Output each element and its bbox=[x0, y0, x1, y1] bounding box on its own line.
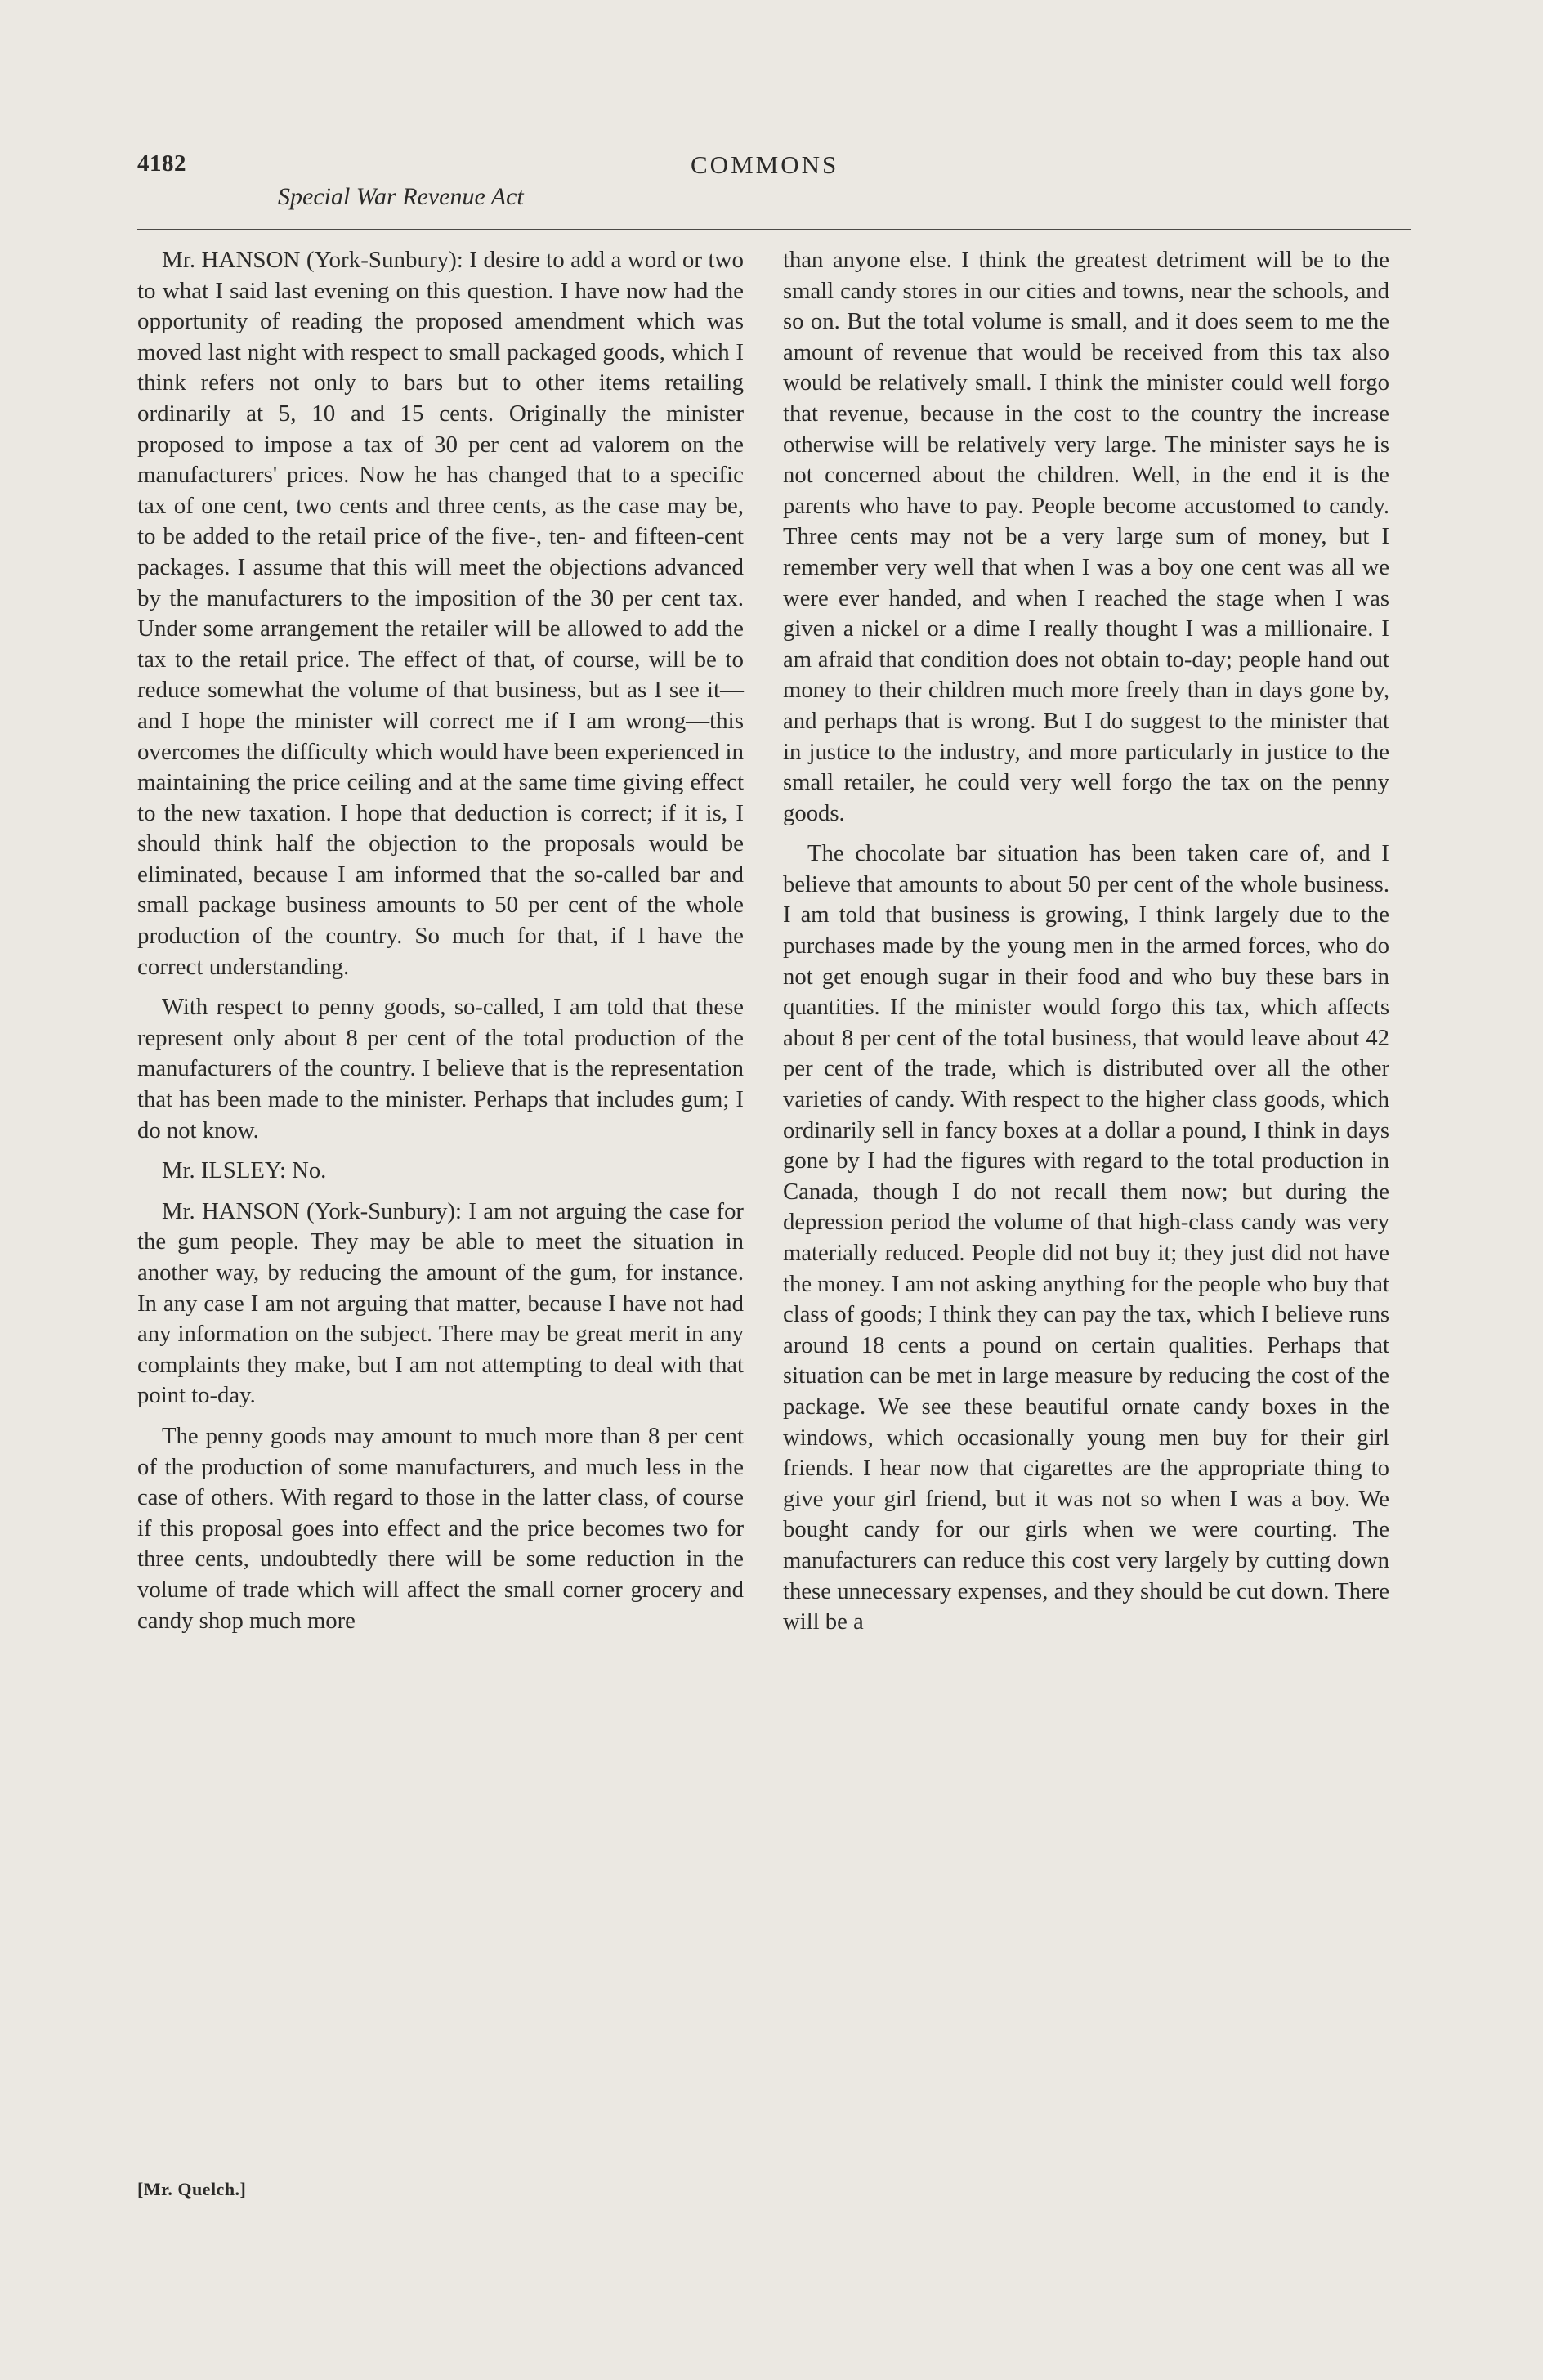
left-column bbox=[137, 245, 744, 1646]
paragraph: The penny goods may amount to much more than 8 per cent of the production of some manufacturers, and much less in the case of others. With regard to those in the latter class, of course if this proposal goes into effect and the price becomes two for three cents, undoubtedly there will be some reduction in the volume of trade which will affect the small corner grocery and candy shop much more bbox=[137, 1422, 744, 1634]
right-column bbox=[783, 245, 1389, 1648]
paragraph: Mr. ILSLEY: No. bbox=[162, 1157, 327, 1184]
paragraph: Mr. HANSON (York-Sunbury): I am not arguing the case for the gum people. They may be able to meet the situation in another way, by reducing the amount of the gum, for instance. In any case I am not arguing that matter, because I have not had any information on the subject. There may be great merit in any complaints they make, but I am not attempting to deal with that point to-day. bbox=[137, 1197, 744, 1409]
paragraph: With respect to penny goods, so-called, I am told that these represent only about 8 per cent of the total production of the manufacturers of the country. I believe that is the representation that has been made to the minister. Perhaps that includes gum; I do not know. bbox=[137, 994, 744, 1143]
page-number: 4182 bbox=[137, 150, 186, 177]
header-title: COMMONS bbox=[691, 150, 839, 179]
paragraph: than anyone else. I think the greatest detriment will be to the small candy stores in our cities and towns, near the schools, and so on. But the total volume is small, and it does seem to me the amount of revenue that would be received from this tax also would be relatively small. I think the minister could well forgo that revenue, because in the cost to the country the increase otherwise will be relatively very large. The minister says he is not concerned about the children. Well, in the end it is the parents who have to pay. People become accustomed to candy. Three cents may not be a very large sum of money, but I remember very well that when I was a boy one cent was all we were ever handed, and when I reached the stage when I was given a nickel or a dime I really thought I was a millionaire. I am afraid that condition does not obtain to-day; people hand out money to their children much more freely than in days gone by, and perhaps that is wrong. But I do suggest to the minister that in justice to the industry, and more particularly in justice to the small retailer, he could very well forgo the tax on the penny goods. bbox=[783, 247, 1389, 826]
paragraph: Mr. HANSON (York-Sunbury): I desire to add a word or two to what I said last evening on this question. I have now had the opportunity of reading the proposed amendment which was moved last night with respect to small packaged goods, which I think refers not only to bars but to other items retailing ordinarily at 5, 10 and 15 cents. Originally the minister proposed to impose a tax of 30 per cent ad valorem on the manufacturers' prices. Now he has changed that to a specific tax of one cent, two cents and three cents, as the case may be, to be added to the retail price of the five-, ten- and fifteen-cent packages. I assume that this will meet the objections advanced by the manufacturers to the imposition of the 30 per cent tax. Under some arrangement the retailer will be allowed to add the tax to the retail price. The effect of that, of course, will be to reduce somewhat the volume of that business, but as I see it—and I hope the minister will correct me if I am wrong—this overcomes the difficulty which would have been experienced in maintaining the price ceiling and at the same time giving effect to the new taxation. I hope that deduction is correct; if it is, I should think half the objection to the proposals would be eliminated, because I am informed that the so-called bar and small package business amounts to 50 per cent of the whole production of the country. So much for that, if I have the correct understanding. bbox=[137, 247, 744, 980]
paragraph: The chocolate bar situation has been taken care of, and I believe that amounts to about 50 per cent of the whole business. I am told that business is growing, I think largely due to the purchases made by the young men in the armed forces, who do not get enough sugar in their food and who buy these bars in quantities. If the minister would forgo this tax, which affects about 8 per cent of the total business, that would leave about 42 per cent of the trade, which is distributed over all the other varieties of candy. With respect to the higher class goods, which ordinarily sell in fancy boxes at a dollar a pound, I think in days gone by I had the figures with regard to the total production in Canada, though I do not recall them now; but during the depression period the volume of that high-class candy was very materially reduced. People did not buy it; they just did not have the money. I am not asking anything for the people who buy that class of goods; I think they can pay the tax, which I believe runs around 18 cents a pound on certain qualities. Perhaps that situation can be met in large measure by reducing the cost of the package. We see these beautiful ornate candy boxes in the windows, which occasionally young men buy for their girl friends. I hear now that cigarettes are the appropriate thing to give your girl friend, but it was not so when I was a boy. We bought candy for our girls when we were courting. The manufacturers can reduce this cost very largely by cutting down these unnecessary expenses, and they should be cut down. There will be a bbox=[783, 840, 1389, 1635]
running-head: Special War Revenue Act bbox=[278, 183, 524, 210]
header-rule bbox=[137, 229, 1411, 230]
speaker-footnote: [Mr. Quelch.] bbox=[137, 2179, 247, 2199]
